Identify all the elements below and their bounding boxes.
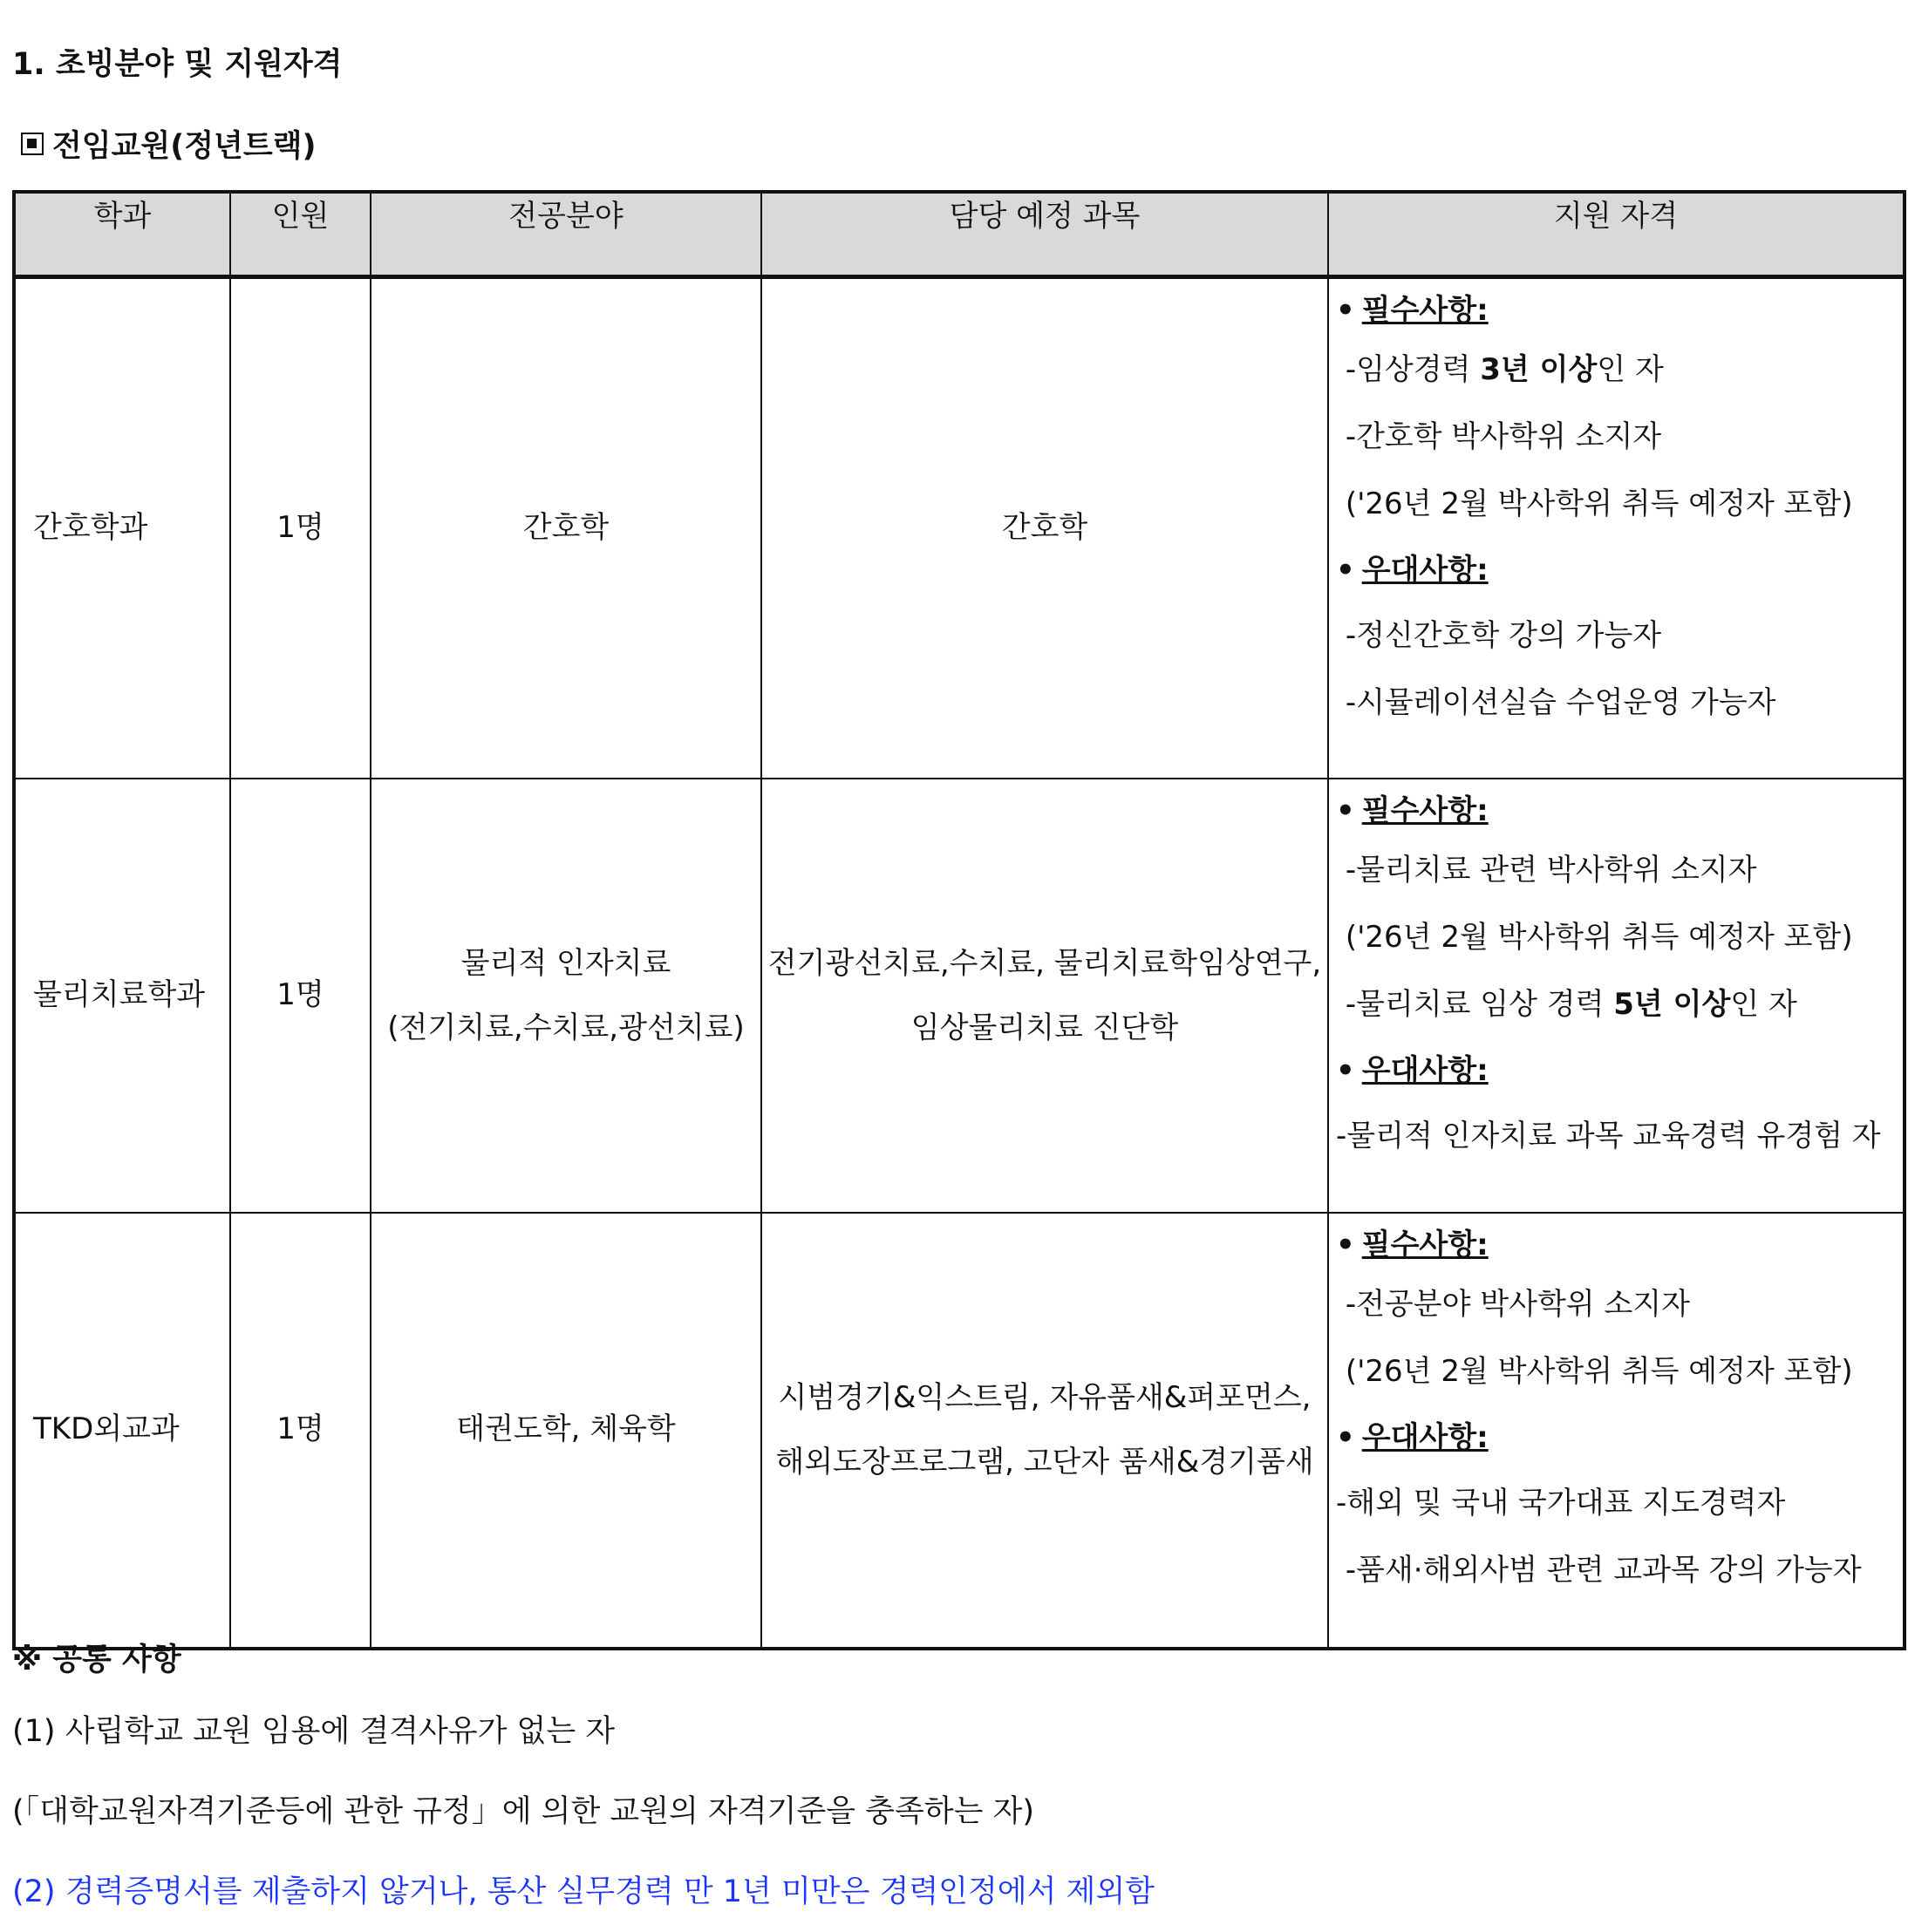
preferred-heading: • 우대사항:: [1336, 1052, 1489, 1088]
common-requirements: [12, 1639, 1896, 1932]
dept-cell: TKD외교과: [14, 1213, 230, 1649]
preferred-item: -정신간호학 강의 가능자: [1345, 618, 1662, 653]
required-heading: • 필수사항:: [1336, 1227, 1489, 1262]
common-title: ※ 공통 사항: [12, 1643, 181, 1677]
courses-cell: 간호학: [761, 277, 1328, 779]
preferred-item: -해외 및 국내 국가대표 지도경력자: [1336, 1485, 1786, 1520]
required-item: -간호학 박사학위 소지자: [1345, 419, 1662, 454]
major-line: (전기치료,수치료,광선치료): [387, 1010, 745, 1045]
bullet-icon: •: [1336, 1052, 1355, 1088]
square-bullet-icon: [21, 133, 44, 155]
major-cell: 간호학: [371, 277, 761, 779]
dept-cell: 물리치료학과: [14, 779, 230, 1213]
preferred-heading: • 우대사항:: [1336, 1419, 1489, 1455]
courses-cell: [761, 779, 1328, 1213]
preferred-item: -물리적 인자치료 과목 교육경력 유경험 자: [1336, 1118, 1881, 1153]
common-item: (「대학교원자격기준등에 관한 규정」에 의한 교원의 자격기준을 충족하는 자): [12, 1794, 1034, 1829]
table-row: [14, 1213, 1905, 1649]
bullet-icon: •: [1336, 793, 1355, 828]
major-cell: [371, 779, 761, 1213]
major-cell: 태권도학, 체육학: [371, 1213, 761, 1649]
dept-cell: 간호학과: [14, 277, 230, 779]
qualifications-cell: [1328, 779, 1905, 1213]
header-count: 인원: [230, 192, 371, 277]
required-item: ('26년 2월 박사학위 취득 예정자 포함): [1345, 1353, 1853, 1389]
required-item: -물리치료 관련 박사학위 소지자: [1345, 852, 1757, 888]
qualifications-cell: [1328, 277, 1905, 779]
required-heading: • 필수사항:: [1336, 293, 1489, 328]
preferred-item: -품새·해외사범 관련 교과목 강의 가능자: [1345, 1552, 1862, 1588]
bullet-icon: •: [1336, 553, 1355, 588]
required-heading: • 필수사항:: [1336, 793, 1489, 828]
table-row: [14, 779, 1905, 1213]
required-item: -물리치료 임상 경력 5년 이상인 자: [1345, 986, 1797, 1022]
common-item: (1) 사립학교 교원 임용에 결격사유가 없는 자: [12, 1714, 616, 1749]
table-header-row: [14, 192, 1905, 277]
courses-line: 임상물리치료 진단학: [910, 1010, 1179, 1045]
header-courses: 담당 예정 과목: [761, 192, 1328, 277]
qualifications-cell: [1328, 1213, 1905, 1649]
subsection-title: [21, 122, 316, 166]
header-dept: 학과: [14, 192, 230, 277]
count-cell: 1명: [230, 277, 371, 779]
required-item: ('26년 2월 박사학위 취득 예정자 포함): [1345, 486, 1853, 521]
recruitment-table: [12, 190, 1906, 1650]
header-major: 전공분야: [371, 192, 761, 277]
subsection-title-text: 전임교원(정년트랙): [52, 129, 317, 164]
required-item: ('26년 2월 박사학위 취득 예정자 포함): [1345, 919, 1853, 955]
bullet-icon: •: [1336, 1227, 1355, 1262]
bullet-icon: •: [1336, 1419, 1355, 1455]
major-line: 물리적 인자치료: [460, 945, 671, 981]
bullet-icon: •: [1336, 293, 1355, 328]
table-row: [14, 277, 1905, 779]
courses-cell: [761, 1213, 1328, 1649]
courses-line: 해외도장프로그램, 고단자 품새&경기품새: [775, 1445, 1314, 1480]
section-title: 1. 초빙분야 및 지원자격: [12, 47, 343, 82]
required-item: -임상경력 3년 이상인 자: [1345, 352, 1664, 387]
preferred-heading: • 우대사항:: [1336, 553, 1489, 588]
required-item: -전공분야 박사학위 소지자: [1345, 1286, 1690, 1322]
common-item-highlight: (2) 경력증명서를 제출하지 않거나, 통산 실무경력 만 1년 미만은 경력인정에서 제외함: [12, 1874, 1155, 1909]
preferred-item: -시뮬레이션실습 수업운영 가능자: [1345, 685, 1776, 720]
courses-line: 전기광선치료,수치료, 물리치료학임상연구,: [767, 945, 1322, 981]
count-cell: 1명: [230, 1213, 371, 1649]
count-cell: 1명: [230, 779, 371, 1213]
courses-line: 시범경기&익스트림, 자유품새&퍼포먼스,: [778, 1380, 1312, 1415]
header-qualifications: 지원 자격: [1328, 192, 1905, 277]
